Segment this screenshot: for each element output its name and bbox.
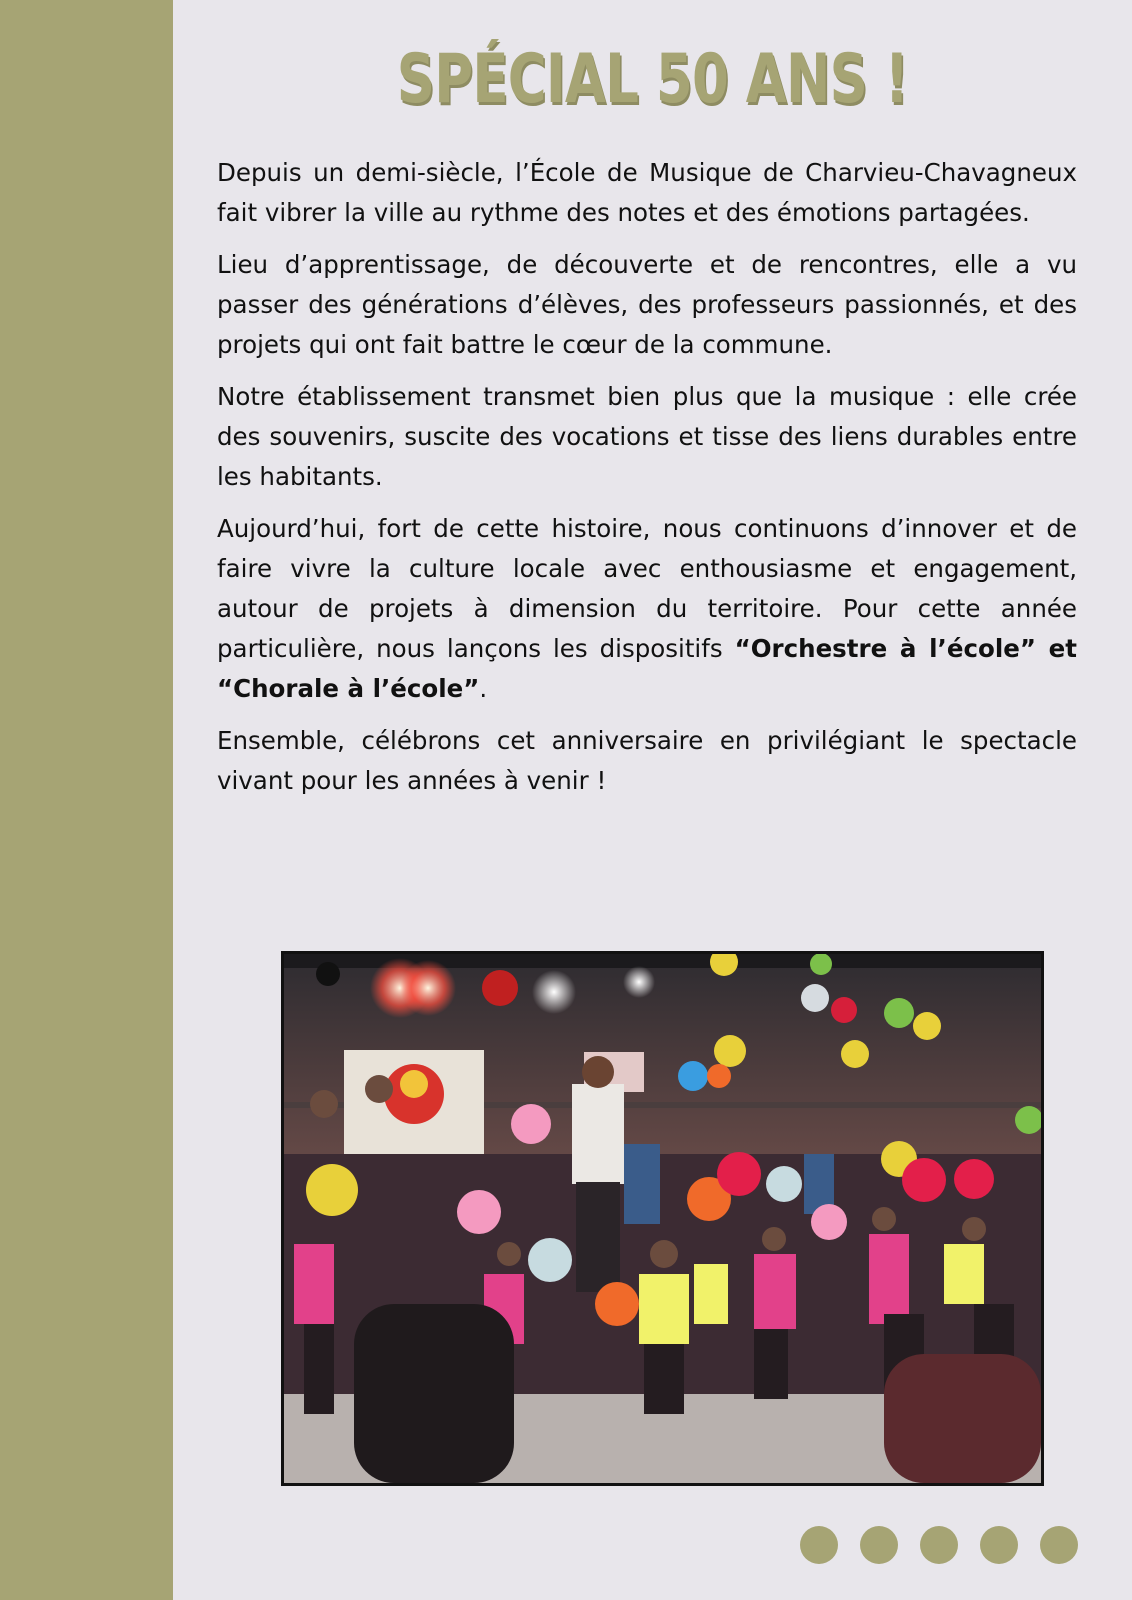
paragraph-history: Lieu d’apprentissage, de découverte et de rencontres, elle a vu passer des générations d’élèves, des professeurs passionnés, et des projets qui ont fait battre le cœur de la commune. [217, 250, 1077, 359]
page-dot [800, 1526, 838, 1564]
project-names: “Orchestre à l’école” et “Chorale à l’école” [217, 634, 1077, 703]
page-title: SPÉCIAL 50 ANS ! [396, 40, 909, 119]
paragraph-closing: Ensemble, célébrons cet anniversaire en privilégiant le spectacle vivant pour les années à venir ! [217, 726, 1077, 795]
page-dot [920, 1526, 958, 1564]
article-body [217, 153, 1077, 813]
paragraph-projects [217, 509, 1077, 709]
paragraph-projects-lead: Aujourd’hui, fort de cette histoire, nous continuons d’innover et de faire vivre la culture locale avec enthousiasme et engagement, autour de projets à dimension du territoire. Pour cette année particulière, nous lançons les dispositifs [217, 514, 1077, 663]
page-indicator-dots [800, 1526, 1078, 1564]
paragraph-intro: Depuis un demi-siècle, l’École de Musique de Charvieu-Chavagneux fait vibrer la ville au rythme des notes et des émotions partagées. [217, 158, 1077, 227]
paragraph-mission: Notre établissement transmet bien plus que la musique : elle crée des souvenirs, suscite des vocations et tisse des liens durables entre les habitants. [217, 382, 1077, 491]
concert-photo [281, 951, 1044, 1486]
paragraph-projects-tail: . [479, 674, 488, 703]
page-dot [860, 1526, 898, 1564]
side-band [0, 0, 173, 1600]
page-dot [980, 1526, 1018, 1564]
page-dot [1040, 1526, 1078, 1564]
concert-photo-illustration [284, 954, 1041, 1483]
